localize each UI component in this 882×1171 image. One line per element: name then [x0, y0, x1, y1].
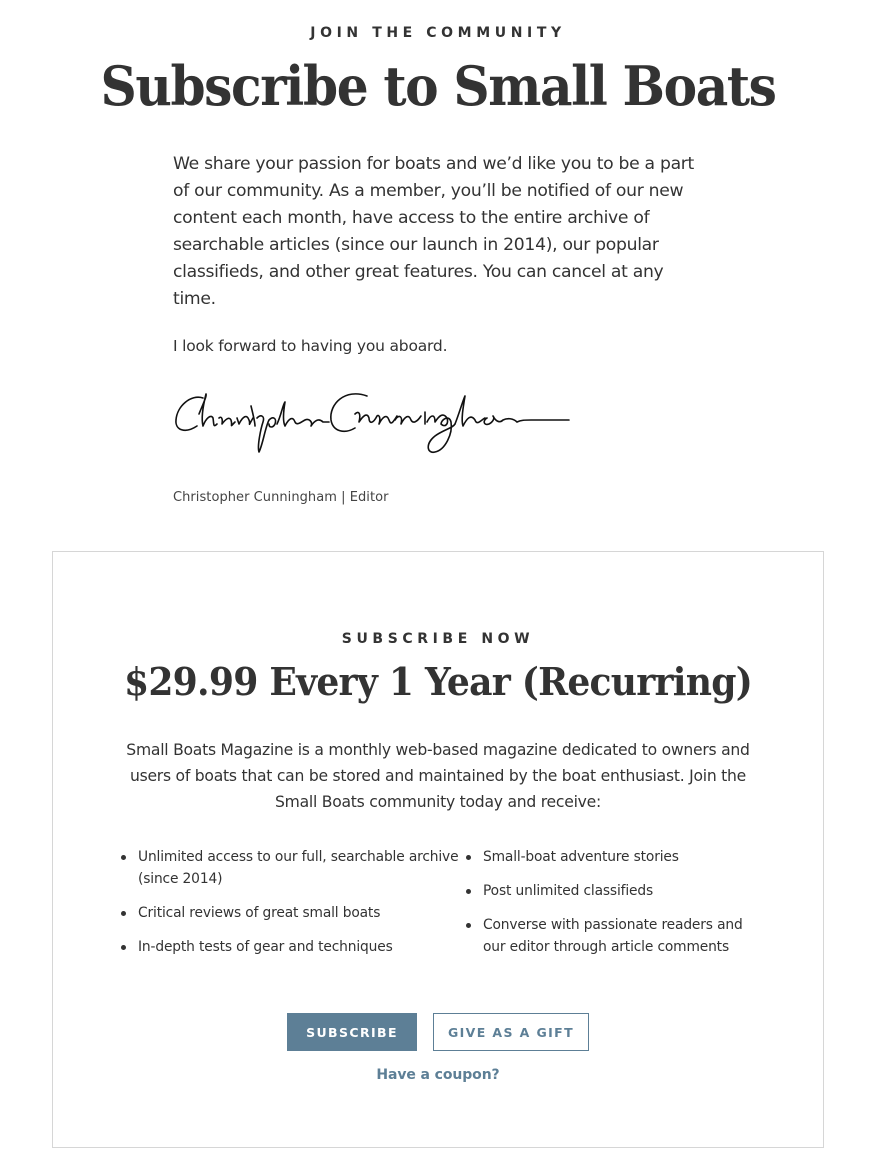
eyebrow-join-community: JOIN THE COMMUNITY	[310, 25, 566, 41]
intro-closing: I look forward to having you aboard.	[173, 337, 448, 355]
signature-caption: Christopher Cunningham | Editor	[173, 490, 389, 505]
benefit-item: Small-boat adventure stories	[464, 846, 769, 868]
intro-paragraph: We share your passion for boats and we’d like you to be a part of our community. As a member, you’ll be notified of our new content each month, have access to the entire archive of searchable articles (since our launch in 2014), our popular classifieds, and other great features. You can cancel at any time.	[173, 154, 695, 309]
benefits-column-1	[119, 846, 464, 970]
give-as-gift-button[interactable]: GIVE AS A GIFT	[433, 1013, 589, 1051]
subscribe-button[interactable]: SUBSCRIBE	[287, 1013, 417, 1051]
benefits-column-2	[464, 846, 769, 970]
benefit-item: In-depth tests of gear and techniques	[119, 936, 464, 958]
subscribe-card	[52, 551, 824, 1148]
benefit-item: Converse with passionate readers and our editor through article comments	[464, 914, 769, 958]
benefit-item: Unlimited access to our full, searchable archive (since 2014)	[119, 846, 464, 890]
page-title: Subscribe to Small Boats	[100, 54, 776, 118]
benefits-list	[119, 846, 769, 970]
card-description: Small Boats Magazine is a monthly web-based magazine dedicated to owners and users of boats that can be stored and maintained by the boat enthusiast. Join the Small Boats community today and receive:	[126, 741, 750, 811]
coupon-link[interactable]: Have a coupon?	[376, 1067, 500, 1083]
eyebrow-subscribe-now: SUBSCRIBE NOW	[341, 631, 535, 647]
intro-text	[173, 151, 703, 360]
benefit-item: Critical reviews of great small boats	[119, 902, 464, 924]
editor-signature	[173, 384, 573, 459]
price-title: $29.99 Every 1 Year (Recurring)	[123, 659, 753, 704]
benefit-item: Post unlimited classifieds	[464, 880, 769, 902]
